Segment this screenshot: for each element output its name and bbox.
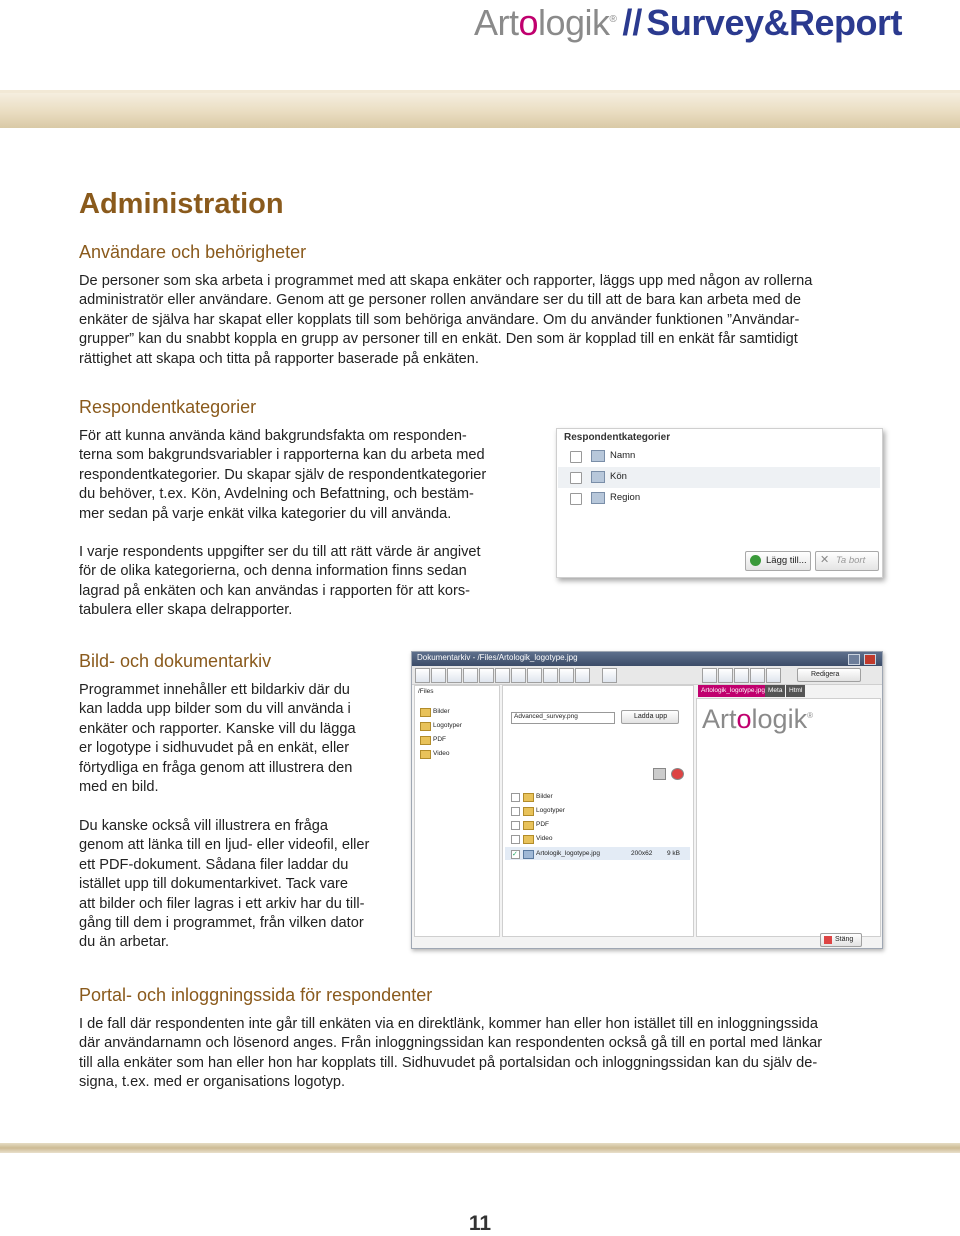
maximize-icon[interactable] — [848, 654, 860, 665]
close-icon: ✕ — [820, 554, 830, 566]
folder-tree — [414, 685, 500, 937]
category-row[interactable] — [558, 467, 880, 488]
brand-logo — [474, 2, 902, 44]
category-row[interactable] — [558, 488, 880, 509]
footer-band — [0, 1143, 960, 1153]
page-header — [0, 0, 960, 128]
add-category-button[interactable]: Lägg till... — [745, 551, 811, 571]
tree-folder[interactable]: PDF — [433, 736, 446, 743]
folder-icon — [523, 821, 534, 830]
category-label: Region — [610, 492, 641, 503]
page-title: Administration — [79, 188, 284, 220]
upload-icon[interactable] — [511, 668, 526, 683]
header-band — [0, 90, 960, 128]
copy-icon[interactable] — [479, 668, 494, 683]
list-item[interactable]: Logotyper — [536, 807, 565, 814]
folder-icon — [420, 708, 431, 717]
close-dialog-button[interactable]: Stäng — [820, 933, 862, 947]
forward-icon[interactable] — [718, 668, 733, 683]
category-label: Namn — [610, 450, 636, 461]
folder-up-icon[interactable] — [415, 668, 430, 683]
brand-slashes: // — [622, 2, 643, 43]
category-label: Kön — [610, 471, 627, 482]
tree-root[interactable]: /Files — [418, 688, 434, 695]
category-icon — [591, 471, 605, 483]
file-panel — [502, 685, 694, 937]
section-heading-portal: Portal- och inloggningssida för respondenter — [79, 985, 433, 1005]
save-icon[interactable] — [653, 768, 666, 780]
folder-icon — [420, 736, 431, 745]
window-title: Dokumentarkiv - /Files/Artologik_logotype.jpg — [417, 653, 578, 662]
list-item[interactable]: Bilder — [536, 793, 553, 800]
section-text-users: De personer som ska arbeta i programmet med att skapa enkäter och rapporter, läggs upp med någon av rollerna administratör eller användare. Genom att ge personer rollen användare ser du till att de bara kan arbeta med de enkäter de själva har skapat eller kopplats till som behöriga användare. Om du använder funktionen ”Användar- grupper” kan du snabbt koppla en grupp av personer till en enkät. Den som är kopplad till en enkät får samtidigt rättighet att skapa och titta på rapporter baserade på enkäten. — [79, 273, 813, 367]
folder-icon — [523, 835, 534, 844]
close-icon[interactable] — [864, 654, 876, 665]
plus-icon — [750, 555, 761, 566]
cut-icon[interactable] — [463, 668, 478, 683]
category-icon — [591, 450, 605, 462]
file-size: 9 kB — [667, 850, 681, 857]
folder-icon — [523, 793, 534, 802]
preview-logo: Artologik® — [702, 704, 813, 734]
folder-icon — [420, 750, 431, 759]
close-icon — [824, 936, 832, 944]
home-icon[interactable] — [447, 668, 462, 683]
tab-meta[interactable]: Meta — [765, 685, 785, 697]
screenshot-title: Respondentkategorier — [564, 432, 671, 443]
zoom-icon[interactable] — [734, 668, 749, 683]
new-folder-icon[interactable] — [431, 668, 446, 683]
item-checkbox[interactable] — [511, 793, 520, 802]
upload-button[interactable]: Ladda upp — [621, 710, 679, 724]
section-text-categories-1: För att kunna använda känd bakgrundsfakta om responden- terna som bakgrundsvariabler i rapporterna kan du arbeta med respondentkategorier. Du skapar själv de respondentkategorier du behöver, t.ex. Kön, Avdelning och Befattning, och bestäm- mer sedan på varje enkät vilka kategorier du vill använda. — [79, 428, 487, 522]
tree-folder[interactable]: Video — [433, 750, 450, 757]
search-icon[interactable] — [602, 668, 617, 683]
folder-icon — [523, 807, 534, 816]
list-item[interactable]: Video — [536, 835, 553, 842]
section-text-archive-1: Programmet innehåller ett bildarkiv där du kan ladda upp bilder som du vill använda i enkäter och rapporter. Kanske vill du lägga er logotype i sidhuvudet på en enkät, eller förtydliga en fråga genom att illustrera den med en bild. — [79, 682, 356, 796]
section-heading-archive: Bild- och dokumentarkiv — [79, 651, 272, 671]
item-checkbox[interactable] — [511, 835, 520, 844]
category-row[interactable] — [558, 446, 880, 467]
flip-icon[interactable] — [766, 668, 781, 683]
move-icon[interactable] — [559, 668, 574, 683]
archive-toolbar — [412, 666, 882, 685]
brand-artologik: Artologik® — [473, 2, 617, 43]
document-archive-screenshot — [411, 651, 883, 949]
category-icon — [591, 492, 605, 504]
section-text-archive-2: Du kanske också vill illustrera en fråga genom att länka till en ljud- eller videofil, eller ett PDF-dokument. Sådana filer laddar du istället upp till dokumentarkivet. Tack vare att bilder och filer lagras i ett arkiv har du till- gång till dem i programmet, från vilken dator du än arbetar. — [79, 818, 370, 951]
paste-icon[interactable] — [495, 668, 510, 683]
respondent-categories-screenshot — [556, 428, 883, 578]
tab-preview[interactable]: Artologik_logotype.jpg — [698, 685, 768, 697]
folder-icon — [420, 722, 431, 731]
section-heading-users: Användare och behörigheter — [79, 242, 307, 262]
rename-icon[interactable] — [543, 668, 558, 683]
refresh-icon[interactable] — [527, 668, 542, 683]
tree-folder[interactable]: Logotyper — [433, 722, 462, 729]
page-number: 11 — [468, 1212, 492, 1235]
item-checkbox[interactable] — [511, 807, 520, 816]
edit-button[interactable]: Redigera — [797, 668, 861, 682]
item-checkbox[interactable]: ✓ — [511, 850, 520, 859]
tree-folder[interactable]: Bilder — [433, 708, 450, 715]
item-checkbox[interactable] — [511, 821, 520, 830]
image-dimensions: 200x62 — [631, 850, 653, 857]
window-titlebar — [412, 652, 882, 666]
row-checkbox[interactable] — [570, 493, 582, 505]
brand-product: Survey&Report — [646, 2, 902, 43]
delete-icon[interactable] — [575, 668, 590, 683]
list-item[interactable]: PDF — [536, 821, 549, 828]
row-checkbox[interactable] — [570, 451, 582, 463]
section-text-portal: I de fall där respondenten inte går till enkäten via en direktlänk, kommer han eller hon istället till en inloggningssida där användarnamn och lösenord anges. Från inloggningssidan kan respondenten också gå till en portal med länkar till alla enkäter som han eller hon har kopplats till. Sidhuvudet på portalsidan och inloggningssidan kan du själv de- signa, t.ex. med er organisations logotyp. — [79, 1016, 823, 1091]
image-file-icon — [523, 850, 534, 859]
section-text-categories-2: I varje respondents uppgifter ser du till att rätt värde är angivet för de olika kategorierna, och denna information finns sedan lagrad på enkäten och kan användas i rapporten för att kors- tabulera eller skapa delrapporter. — [79, 544, 481, 619]
row-checkbox[interactable] — [570, 472, 582, 484]
list-item[interactable]: Artologik_logotype.jpg — [536, 850, 600, 857]
tab-html[interactable]: Html — [786, 685, 805, 697]
back-icon[interactable] — [702, 668, 717, 683]
section-heading-respondent-categories: Respondentkategorier — [79, 397, 257, 417]
rotate-icon[interactable] — [750, 668, 765, 683]
remove-category-button[interactable]: ✕ Ta bort — [815, 551, 879, 571]
file-input[interactable]: Advanced_survey.png — [511, 712, 615, 724]
delete-icon[interactable] — [671, 768, 684, 780]
